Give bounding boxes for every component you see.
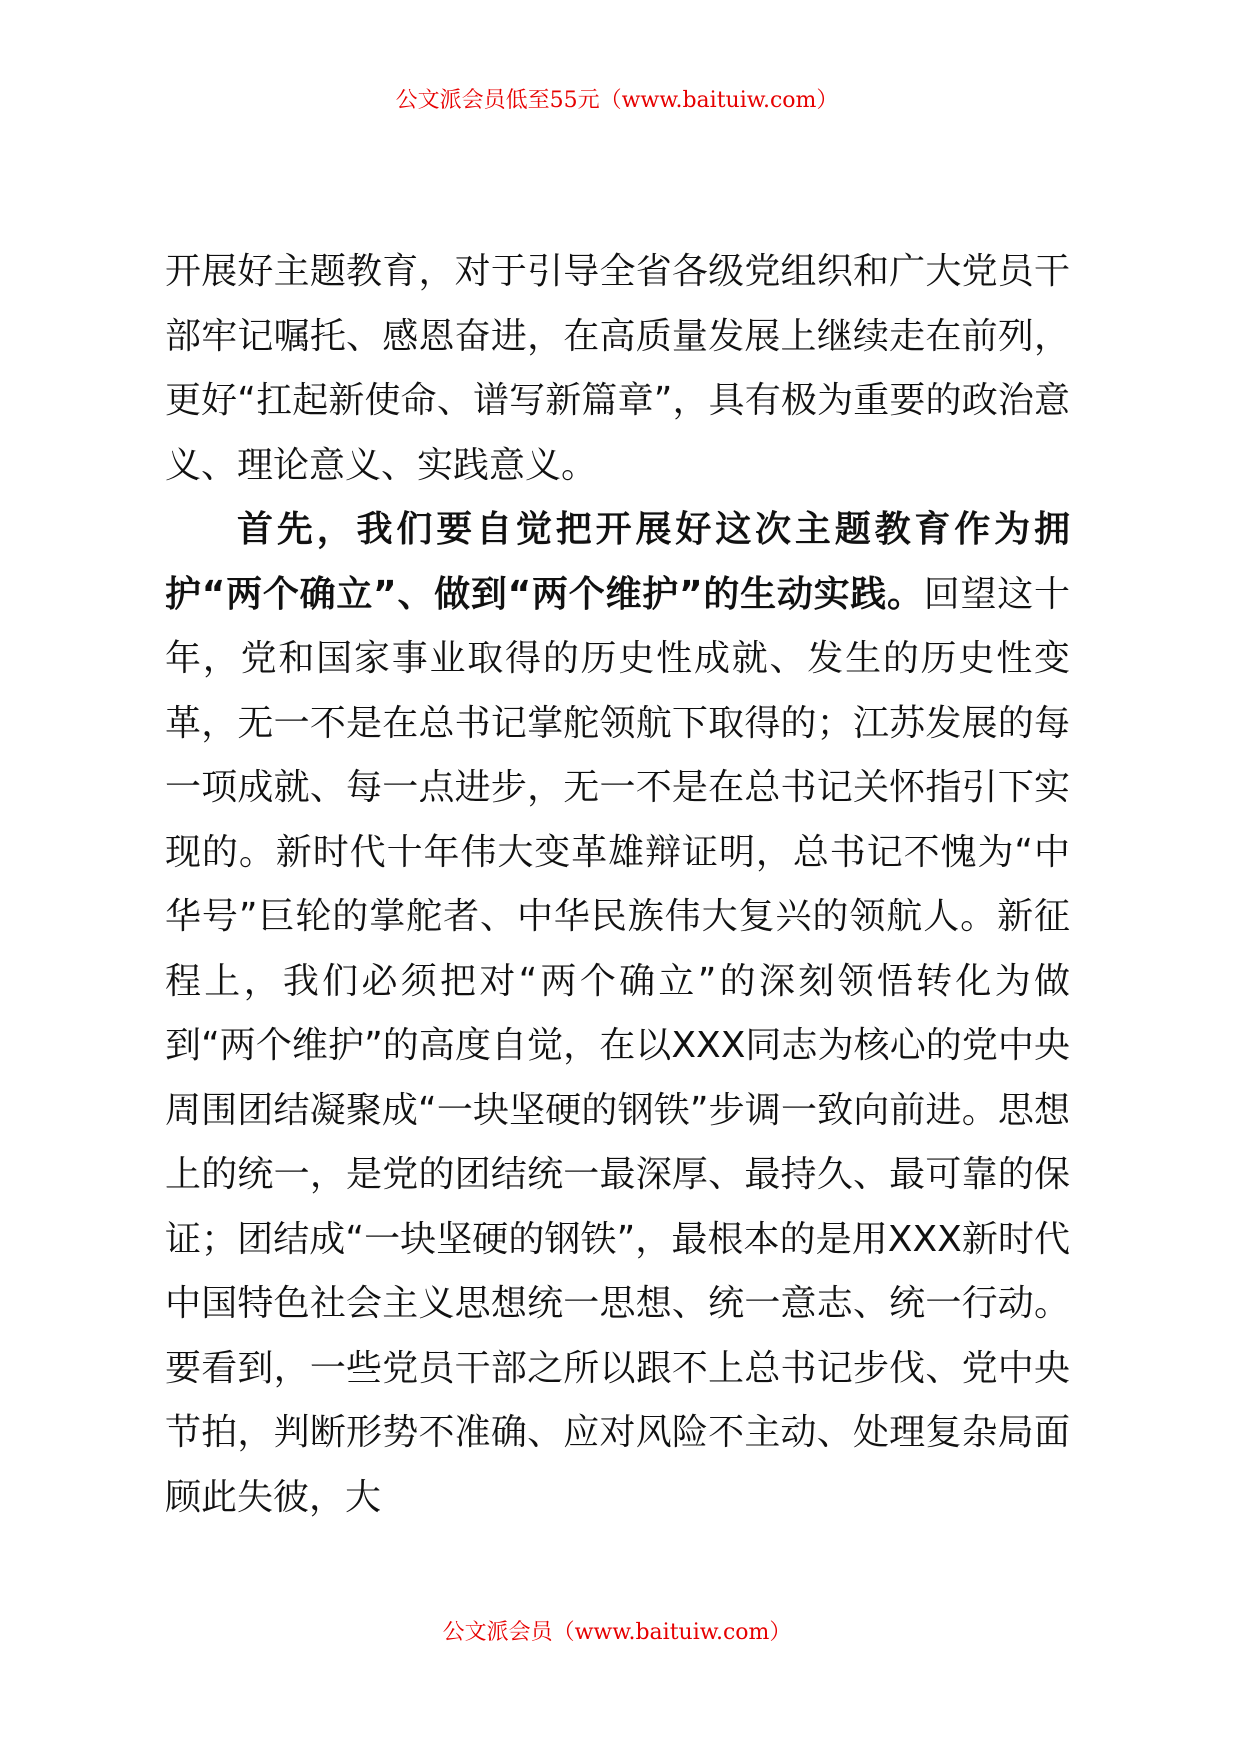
paragraph-1 (165, 240, 1070, 498)
paragraph-2 (165, 498, 1070, 1530)
page-header: 公文派会员低至55元（www.baituiw.com） (395, 88, 839, 113)
paragraph-1-text: 开展好主题教育，对于引导全省各级党组织和广大党员干部牢记嘱托、感恩奋进，在高质量发展上继续走在前列，更好“扛起新使命、谱写新篇章”，具有极为重要的政治意义、理论意义、实践意义。 (165, 251, 1070, 486)
paragraph-2-bold-lead: 首先，我们要自觉把开展好这次主题教育作为拥护“两个确立”、做到“两个维护”的生动实践。 (165, 509, 1070, 615)
paragraph-2-text: 回望这十年，党和国家事业取得的历史性成就、发生的历史性变革，无一不是在总书记掌舵领航下取得的；江苏发展的每一项成就、每一点进步，无一不是在总书记关怀指引下实现的。新时代十年伟大变革雄辩证明，总书记不愧为“中华号”巨轮的掌舵者、中华民族伟大复兴的领航人。新征程上，我们必须把对“两个确立”的深刻领悟转化为做到“两个维护”的高度自觉，在以XXX同志为核心的党中央周围团结凝聚成“一块坚硬的钢铁”步调一致向前进。思想上的统一，是党的团结统一最深厚、最持久、最可靠的保证；团结成“一块坚硬的钢铁”，最根本的是用XXX新时代中国特色社会主义思想统一思想、统一意志、统一行动。要看到，一些党员干部之所以跟不上总书记步伐、党中央节拍，判断形势不准确、应对风险不主动、处理复杂局面顾此失彼，大 (165, 573, 1070, 1518)
page-footer: 公文派会员（www.baituiw.com） (442, 1620, 792, 1645)
document-body (165, 240, 1070, 1530)
